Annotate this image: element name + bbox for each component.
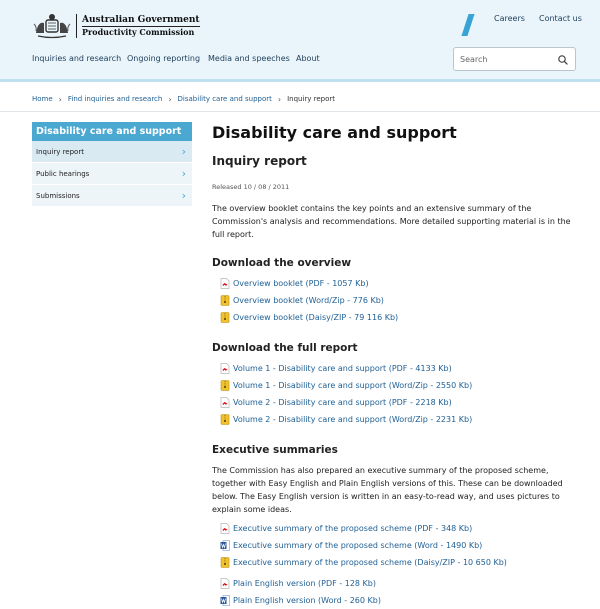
sidebar-item-submissions[interactable] — [32, 185, 192, 207]
chevron-right-icon: › — [277, 94, 282, 104]
download-link[interactable]: Plain English version (PDF - 128 Kb) — [233, 579, 376, 588]
chevron-right-icon: › — [181, 167, 186, 180]
list-item — [212, 411, 580, 428]
list-item — [212, 377, 580, 394]
zip-icon — [220, 557, 230, 568]
intro-paragraph: The overview booklet contains the key points and an extensive summary of the Commission's analysis and recommendations. More detailed supporting material is in the full report. — [212, 204, 571, 239]
download-link[interactable]: Plain English version (Word - 260 Kb) — [233, 596, 381, 605]
decorative-slash-icon — [461, 14, 474, 36]
release-date: Released 10 / 08 / 2011 — [212, 183, 290, 191]
search-input[interactable] — [460, 52, 555, 67]
nav-about[interactable]: About — [296, 54, 320, 63]
download-link[interactable]: Executive summary of the proposed scheme (Word - 1490 Kb) — [233, 541, 483, 550]
logo-text — [76, 14, 200, 38]
overview-links — [212, 275, 580, 326]
section-title-full-report: Download the full report — [212, 342, 358, 354]
sidebar-item-label: Public hearings — [36, 170, 90, 178]
breadcrumb — [32, 93, 335, 105]
download-link[interactable]: Volume 1 - Disability care and support (PDF - 4133 Kb) — [233, 364, 452, 373]
pdf-icon — [220, 278, 230, 289]
breadcrumb-divider — [0, 111, 600, 112]
nav-ongoing-reporting[interactable]: Ongoing reporting — [127, 54, 201, 63]
pdf-icon — [220, 363, 230, 374]
list-item — [212, 292, 580, 309]
page-subtitle: Inquiry report — [212, 154, 307, 168]
list-item — [212, 554, 580, 571]
sidebar-title[interactable]: Disability care and support — [32, 122, 192, 141]
sidebar — [32, 122, 192, 207]
download-link[interactable]: Overview booklet (Daisy/ZIP - 79 116 Kb) — [233, 313, 399, 322]
download-link[interactable]: Volume 2 - Disability care and support (PDF - 2218 Kb) — [233, 398, 452, 407]
word-icon — [220, 595, 230, 606]
main-content — [212, 122, 580, 609]
coat-of-arms-icon — [32, 11, 72, 41]
list-item — [212, 360, 580, 377]
list-item — [212, 520, 580, 537]
breadcrumb-home[interactable]: Home — [32, 95, 53, 103]
download-link[interactable]: Overview booklet (Word/Zip - 776 Kb) — [233, 296, 384, 305]
download-link[interactable]: Executive summary of the proposed scheme (Daisy/ZIP - 10 650 Kb) — [233, 558, 507, 567]
zip-icon — [220, 295, 230, 306]
pdf-icon — [220, 397, 230, 408]
section-title-executive-summaries: Executive summaries — [212, 444, 338, 456]
download-link[interactable]: Overview booklet (PDF - 1057 Kb) — [233, 279, 369, 288]
site-header — [0, 0, 600, 82]
nav-media-and-speeches[interactable]: Media and speeches — [208, 54, 290, 63]
page-title: Disability care and support — [212, 123, 457, 142]
executive-summary-paragraph: The Commission has also prepared an executive summary of the proposed scheme, together with Easy English and Plain English versions of this. These can be downloaded below. The Easy English version is written in an easy-to-read way, and uses pictures to explain some ideas. — [212, 466, 563, 514]
search-icon[interactable] — [557, 54, 569, 66]
pdf-icon — [220, 578, 230, 589]
logo-line-1: Australian Government — [82, 15, 200, 25]
list-item — [212, 309, 580, 326]
chevron-right-icon: › — [181, 189, 186, 202]
chevron-right-icon: › — [181, 145, 186, 158]
site-logo[interactable] — [32, 10, 200, 42]
list-item — [212, 537, 580, 554]
chevron-right-icon: › — [58, 94, 62, 104]
zip-icon — [220, 380, 230, 391]
sidebar-item-label: Inquiry report — [36, 148, 84, 156]
zip-icon — [220, 312, 230, 323]
contact-us-link[interactable]: Contact us — [539, 14, 582, 23]
sidebar-item-inquiry-report[interactable] — [32, 141, 192, 163]
download-link[interactable]: Volume 1 - Disability care and support (Word/Zip - 2550 Kb) — [233, 381, 473, 390]
list-item — [212, 592, 580, 609]
breadcrumb-disability-care[interactable]: Disability care and support — [177, 95, 272, 103]
full-report-links — [212, 360, 580, 428]
list-item — [212, 275, 580, 292]
download-link[interactable]: Volume 2 - Disability care and support (Word/Zip - 2231 Kb) — [233, 415, 473, 424]
sidebar-item-label: Submissions — [36, 192, 80, 200]
breadcrumb-current: Inquiry report — [287, 95, 336, 103]
word-icon — [220, 540, 230, 551]
logo-line-2: Productivity Commission — [82, 26, 200, 38]
pdf-icon — [220, 523, 230, 534]
sidebar-item-public-hearings[interactable] — [32, 163, 192, 185]
list-item — [212, 575, 580, 592]
download-link[interactable]: Executive summary of the proposed scheme (PDF - 348 Kb) — [233, 524, 473, 533]
breadcrumb-find-inquiries[interactable]: Find inquiries and research — [67, 95, 163, 103]
executive-summary-links — [212, 520, 580, 609]
careers-link[interactable]: Careers — [494, 14, 525, 23]
section-title-overview: Download the overview — [212, 257, 352, 269]
list-item — [212, 394, 580, 411]
zip-icon — [220, 414, 230, 425]
search-box — [453, 47, 576, 71]
chevron-right-icon: › — [168, 94, 172, 104]
nav-inquiries-and-research[interactable]: Inquiries and research — [32, 54, 122, 63]
